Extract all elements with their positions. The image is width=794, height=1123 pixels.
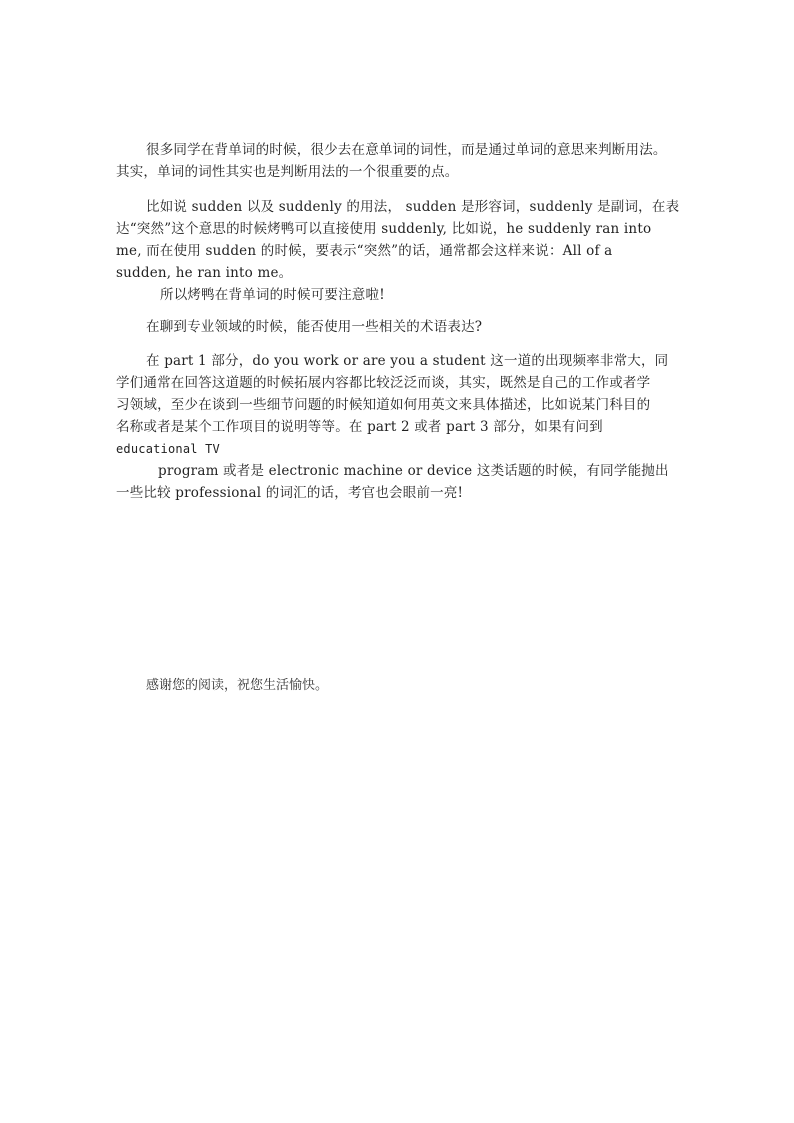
paragraph-2-line-3: me, 而在使用 sudden 的时候，要表示“突然”的话，通常都会这样来说：All of a (116, 243, 613, 259)
paragraph-2-line-5: 所以烤鸭在背单词的时候可要注意啦! (160, 287, 385, 303)
paragraph-1-line-2: 其实，单词的词性其实也是判断用法的一个很重要的点。 (116, 164, 459, 180)
paragraph-4-line-5: educational TV (116, 442, 220, 456)
paragraph-4-line-4: 名称或者是某个工作项目的说明等等。在 part 2 或者 part 3 部分，如果有问到 (116, 419, 603, 435)
paragraph-4-line-6: program 或者是 electronic machine or device 这类话题的时候，有同学能抛出 (158, 463, 669, 479)
paragraph-2-line-1: 比如说 sudden 以及 suddenly 的用法， sudden 是形容词，suddenly 是副词，在表 (146, 199, 680, 215)
closing-text: 感谢您的阅读，祝您生活愉快。 (146, 678, 329, 693)
paragraph-4-line-1: 在 part 1 部分，do you work or are you a student 这一道的出现频率非常大，同 (146, 353, 669, 369)
paragraph-2-line-4: sudden, he ran into me。 (116, 265, 293, 281)
paragraph-4-line-3: 习领域，至少在谈到一些细节问题的时候知道如何用英文来具体描述，比如说某门科目的 (116, 397, 651, 413)
paragraph-1-line-1: 很多同学在背单词的时候，很少去在意单词的词性，而是通过单词的意思来判断用法。 (146, 142, 667, 158)
paragraph-2-line-2: 达“突然”这个意思的时候烤鸭可以直接使用 suddenly, 比如说，he suddenly ran into (116, 221, 652, 237)
paragraph-4-line-2: 学们通常在回答这道题的时候拓展内容都比较泛泛而谈，其实，既然是自己的工作或者学 (116, 375, 651, 391)
paragraph-3-line-1: 在聊到专业领域的时候，能否使用一些相关的术语表达? (146, 319, 483, 335)
paragraph-4-line-7: 一些比较 professional 的词汇的话，考官也会眼前一亮! (116, 485, 464, 501)
